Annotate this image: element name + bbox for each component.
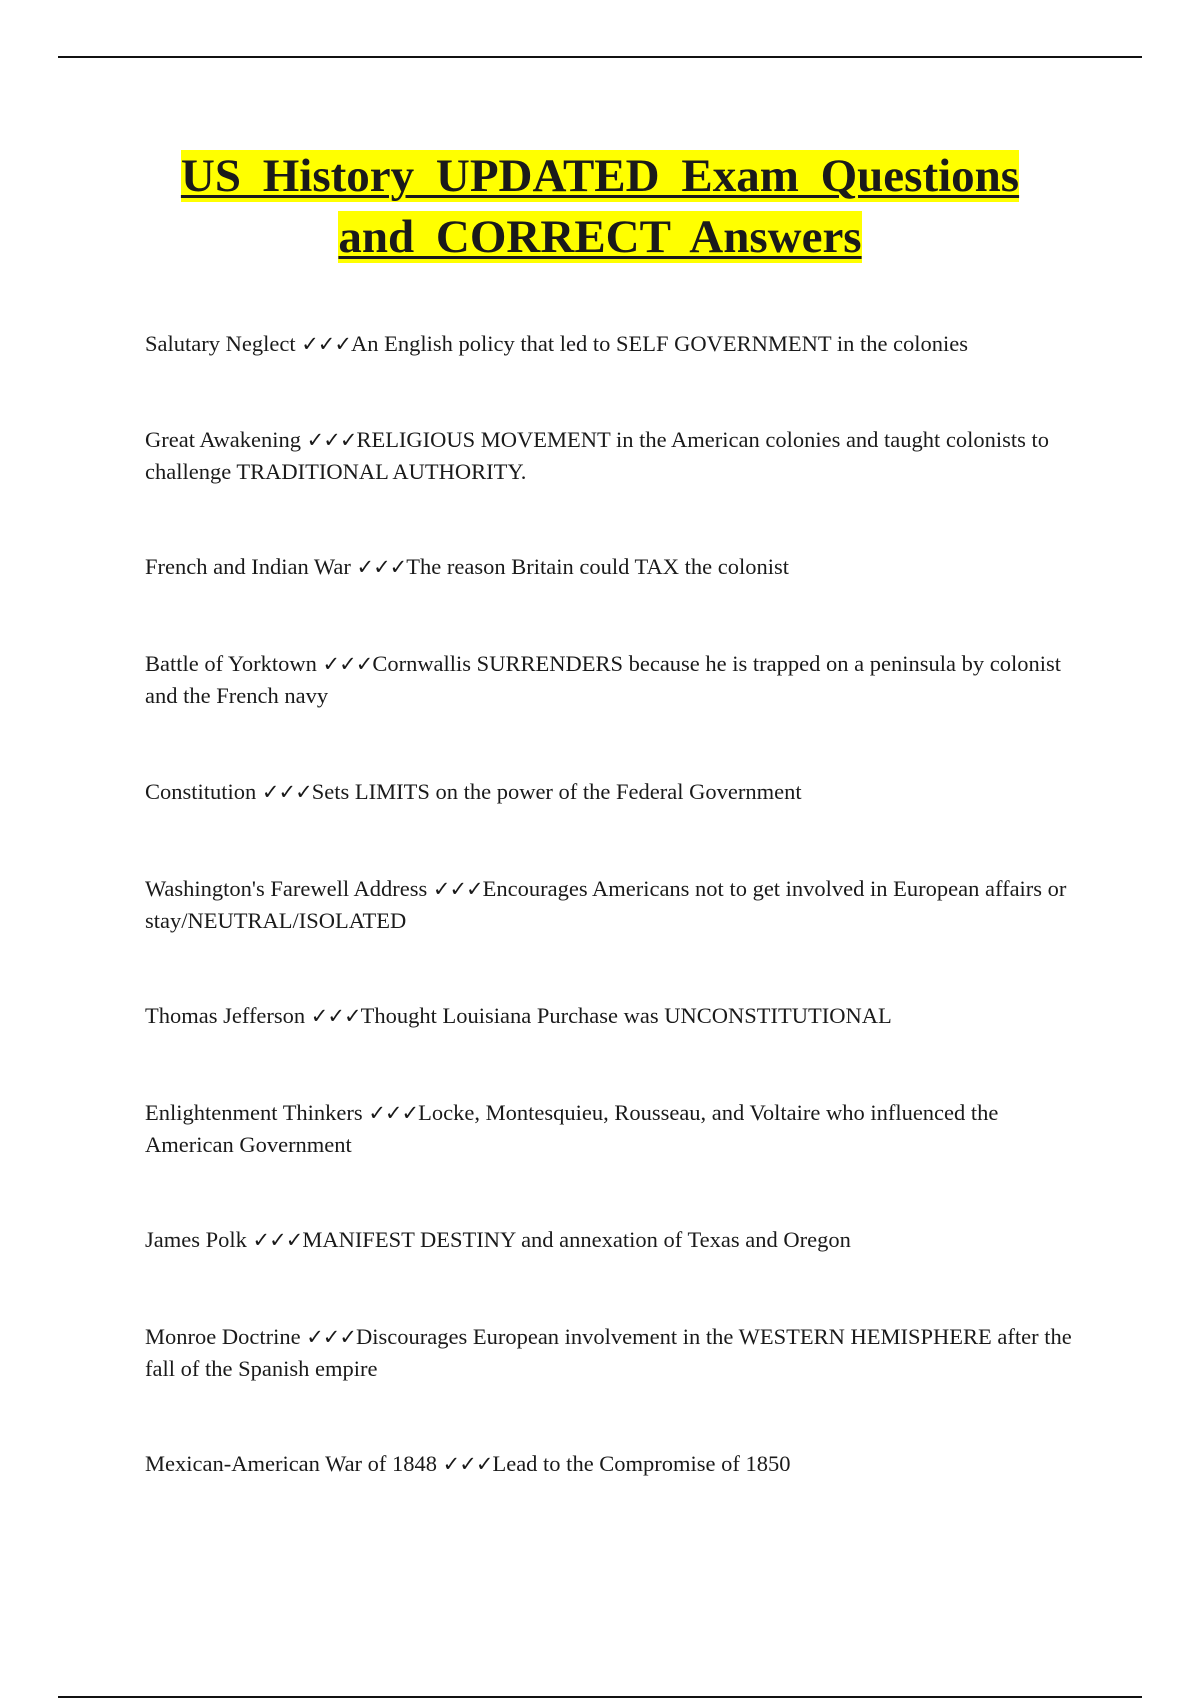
document-title xyxy=(100,146,1100,268)
qa-term: Battle of Yorktown xyxy=(145,651,323,676)
qa-term: James Polk xyxy=(145,1227,253,1252)
qa-answer: An English policy that led to SELF GOVERNMENT in the colonies xyxy=(351,331,969,356)
check-marks-icon: ✓✓✓ xyxy=(306,428,357,452)
qa-item xyxy=(145,776,1075,808)
title-line-1: US History UPDATED Exam Questions xyxy=(180,150,1020,202)
check-marks-icon: ✓✓✓ xyxy=(442,1452,493,1476)
qa-answer: Encourages Americans not to get involved in European affairs or stay/NEUTRAL/ISOLATED xyxy=(145,876,1067,933)
qa-item xyxy=(145,1097,1075,1160)
check-marks-icon: ✓✓✓ xyxy=(261,780,312,804)
qa-term: Mexican-American War of 1848 xyxy=(145,1451,443,1476)
qa-term: French and Indian War xyxy=(145,554,357,579)
qa-item xyxy=(145,648,1075,711)
bottom-rule xyxy=(58,1696,1142,1698)
qa-item xyxy=(145,1321,1075,1384)
top-rule xyxy=(58,56,1142,58)
qa-item xyxy=(145,1224,1075,1256)
check-marks-icon: ✓✓✓ xyxy=(432,877,483,901)
qa-term: Monroe Doctrine xyxy=(145,1324,307,1349)
qa-item xyxy=(145,328,1075,360)
check-marks-icon: ✓✓✓ xyxy=(368,1101,419,1125)
qa-answer: Lead to the Compromise of 1850 xyxy=(492,1451,791,1476)
qa-answer: Sets LIMITS on the power of the Federal Government xyxy=(311,779,802,804)
check-marks-icon: ✓✓✓ xyxy=(306,1325,356,1349)
qa-answer: Thought Louisiana Purchase was UNCONSTITUTIONAL xyxy=(360,1003,892,1028)
qa-answer: MANIFEST DESTINY and annexation of Texas and Oregon xyxy=(302,1227,851,1252)
check-marks-icon: ✓✓✓ xyxy=(356,555,407,579)
qa-item xyxy=(145,551,1075,583)
title-line-2: and CORRECT Answers xyxy=(338,211,862,263)
qa-item xyxy=(145,1448,1075,1480)
check-marks-icon: ✓✓✓ xyxy=(322,652,373,676)
qa-item xyxy=(145,873,1075,936)
check-marks-icon: ✓✓✓ xyxy=(301,332,351,356)
qa-answer: Cornwallis SURRENDERS because he is trapped on a peninsula by colonist and the French navy xyxy=(145,651,1061,708)
check-marks-icon: ✓✓✓ xyxy=(310,1004,361,1028)
qa-item xyxy=(145,1000,1075,1032)
qa-term: Thomas Jefferson xyxy=(145,1003,311,1028)
qa-term: Great Awakening xyxy=(145,427,307,452)
qa-answer: RELIGIOUS MOVEMENT in the American colonies and taught colonists to challenge TRADITIONAL AUTHORITY. xyxy=(145,427,1050,484)
qa-term: Enlightenment Thinkers xyxy=(145,1100,369,1125)
qa-answer: Locke, Montesquieu, Rousseau, and Voltaire who influenced the American Government xyxy=(145,1100,999,1157)
qa-term: Salutary Neglect xyxy=(145,331,302,356)
check-marks-icon: ✓✓✓ xyxy=(252,1228,303,1252)
qa-item xyxy=(145,424,1075,487)
qa-answer: The reason Britain could TAX the colonist xyxy=(406,554,789,579)
qa-answer: Discourages European involvement in the WESTERN HEMISPHERE after the fall of the Spanish empire xyxy=(145,1324,1072,1381)
qa-term: Washington's Farewell Address xyxy=(145,876,433,901)
qa-term: Constitution xyxy=(145,779,262,804)
